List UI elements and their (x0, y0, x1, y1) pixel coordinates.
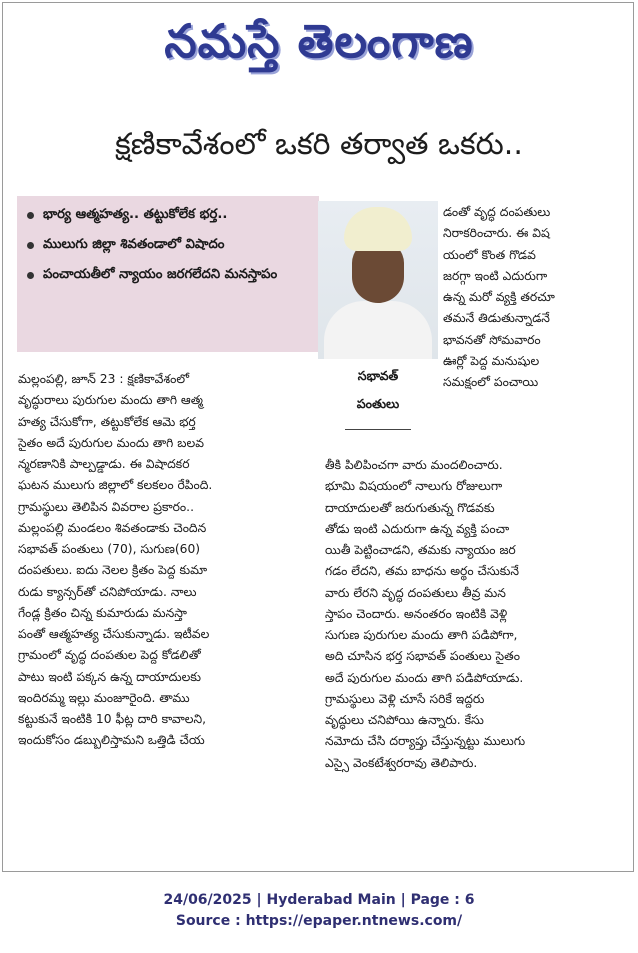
body-text-line: అది చూసిన భర్త సభావత్ పంతులు సైతం (325, 649, 520, 664)
body-text-line: భూమి విషయంలో నాలుగు రోజులుగా (325, 479, 503, 494)
caption-line: పంతులు (356, 396, 400, 411)
body-text-line: డంతో వృద్ధ దంపతులు (443, 205, 551, 219)
body-text-line: జరగ్గా ఇంటి ఎదురుగా (443, 268, 548, 283)
body-text-line: వృద్ధురాలు పురుగుల మందు తాగి ఆత్మ (18, 393, 203, 408)
person-photo (318, 201, 438, 359)
body-text-line: న్మరణానికి పాల్పడ్డాడు. ఈ విషాదకర (18, 457, 190, 471)
caption-divider (345, 429, 411, 430)
body-text-line: మల్లంపల్లి మండలం శివతండాకు చెందిన (18, 520, 207, 535)
body-text-line: రుడు క్యాన్సర్‌తో చనిపోయాడు. నాలు (18, 584, 197, 599)
body-text-line: స్తాపం చెందారు. అనంతరం ఇంటికి వెళ్లి (325, 606, 508, 621)
body-text-line: ఇందిరమ్మ ఇల్లు మంజూరైంది. తాము (18, 690, 190, 705)
body-text-line: గ్రామంలో వృద్ధ దంపతుల పెద్ద కోడలితో (18, 648, 201, 663)
body-text-line: నిరాకరించారు. ఈ విష (443, 226, 550, 241)
source-link[interactable]: Source : https://epaper.ntnews.com/ (175, 913, 463, 929)
body-text-line: ఉన్న మరో వ్యక్తి తరచూ (443, 290, 555, 304)
body-text-line: ఎస్సై వెంకటేశ్వరరావు తెలిపారు. (325, 755, 478, 770)
photo-caption (318, 362, 438, 426)
body-text-line: తోడు ఇంటి ఎదురుగా ఉన్న వ్యక్తి పంచా (325, 521, 510, 536)
masthead-logo: నమస్తే తెలంగాణ (164, 14, 474, 68)
body-text-line: ఘటన ములుగు జిల్లాలో కలకలం రేపింది. (18, 478, 213, 493)
caption-line: సభావత్ (357, 368, 399, 383)
body-text-line: గ్రామస్థులు తెలిపిన వివరాల ప్రకారం.. (18, 499, 194, 514)
body-text-line: వృద్ధులు చనిపోయి ఉన్నారు. కేసు (325, 713, 484, 727)
body-text-line: సభావత్ పంతులు (70), సుగుణ(60) (18, 542, 201, 556)
body-text-line: దాయాదులతో జరుగుతున్న గొడవకు (325, 500, 495, 515)
body-text-line: పాటు ఇంటి పక్కన ఉన్న దాయాదులకు (18, 669, 201, 684)
body-column-left (18, 369, 310, 752)
body-text-line: గడం లేదని, తమ బాధను అర్థం చేసుకునే (325, 564, 520, 579)
body-text-line: అదే పురుగుల మందు తాగి పడిపోయాడు. (325, 670, 524, 685)
body-text-line: గేండ్ల క్రితం చిన్న కుమారుడు మనస్తా (18, 605, 187, 620)
body-text-line: కట్టుకునే ఇంటికి 10 ఫీట్ల దారి కావాలని, (18, 712, 207, 726)
body-column-right (443, 202, 619, 393)
body-text-line: గ్రామస్థులు వెళ్లి చూసే సరికే ఇద్దరు (325, 691, 485, 706)
highlight-item: ములుగు జిల్లా శివతండాలో విషాదం (23, 234, 313, 256)
body-text-line: సమక్షంలో పంచాయి (443, 375, 539, 389)
body-column-bottom (325, 455, 619, 774)
body-text-line: సుగుణ పురుగుల మందు తాగి పడిపోగా, (325, 628, 518, 642)
body-text-line: నమోదు చేసి దర్యాప్తు చేస్తున్నట్టు ములుగు (325, 734, 526, 749)
highlights-box (17, 196, 319, 352)
highlight-item: భార్య ఆత్మహత్య.. తట్టుకోలేక భర్త.. (23, 204, 313, 226)
body-text-line: పంతో ఆత్మహత్య చేసుకున్నాడు. ఇటీవల (18, 627, 210, 641)
edition-info: 24/06/2025 | Hyderabad Main | Page : 6 (163, 892, 475, 908)
body-text-line: వారు లేరని వృద్ధ దంపతులు తీవ్ర మన (325, 585, 506, 600)
body-text-line: భావనతో సోమవారం (443, 332, 541, 347)
body-text-line: ఊర్లో పెద్ద మనుషుల (443, 353, 540, 368)
highlight-item: పంచాయతీలో న్యాయం జరగలేదని మనస్తాపం (23, 264, 313, 286)
body-text-line: హత్య చేసుకోగా, తట్టుకోలేక ఆమె భర్త (18, 414, 196, 429)
body-text-line: సైతం అదే పురుగుల మందు తాగి బలవ (18, 435, 204, 450)
body-text-line: దంపతులు. ఐదు నెలల క్రితం పెద్ద కుమా (18, 563, 208, 578)
body-text-line: ఇందుకోసం డబ్బులిస్తామని ఒత్తిడి చేయ (18, 733, 205, 748)
body-text-line: తీకి పిలిపించగా వారు మందలించారు. (325, 458, 503, 472)
headline: క్షణికావేశంలో ఒకరి తర్వాత ఒకరు.. (115, 127, 523, 162)
body-text-line: తమనే తిడుతున్నాడనే (443, 311, 550, 326)
body-text-line: యంలో కొంత గొడవ (443, 247, 536, 262)
body-text-line: యితీ పెట్టించాడని, తమకు న్యాయం జర (325, 543, 516, 557)
body-text-line: మల్లంపల్లి, జూన్ 23 : క్షణికావేశంలో (18, 372, 190, 386)
